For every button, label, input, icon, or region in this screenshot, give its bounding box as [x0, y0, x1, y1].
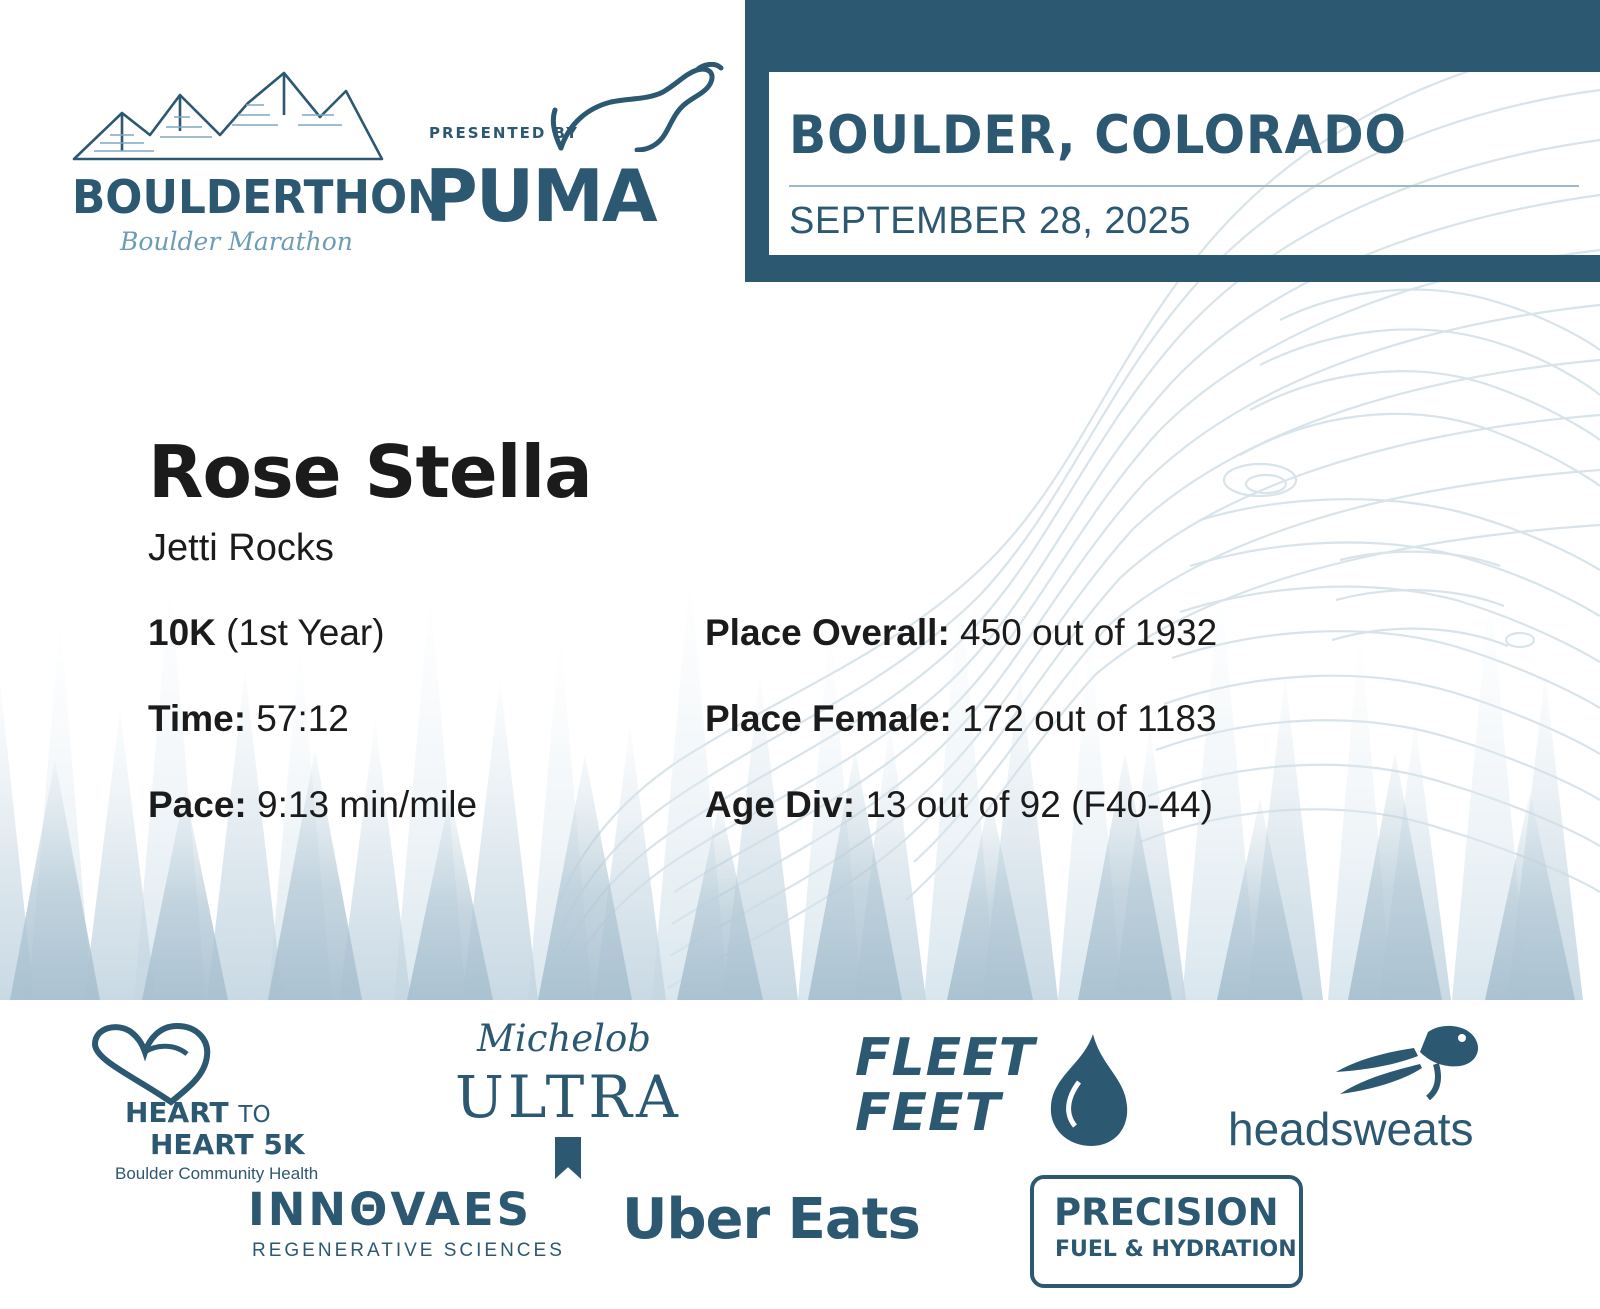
heart-icon [83, 1018, 263, 1108]
boulderthon-wordmark: BOULDERTHON [72, 170, 444, 224]
headsweats-bird-icon [1310, 1020, 1510, 1100]
uber-eats-wordmark: Uber Eats [622, 1187, 920, 1252]
stat-value: 9:13 min/mile [257, 784, 478, 825]
heart-to-heart-line1: HEART TO [125, 1096, 271, 1129]
event-location: BOULDER, COLORADO [789, 105, 1407, 166]
puma-logo [425, 62, 715, 238]
runner-name: Rose Stella [148, 430, 592, 514]
stat-label: 10K [148, 612, 216, 653]
stat-row [705, 784, 1465, 826]
headsweats-wordmark: headsweats [1228, 1103, 1474, 1155]
mountain-icon [70, 55, 410, 175]
fleet-feet-line2: FEET [855, 1083, 1002, 1143]
stat-value: 57:12 [256, 698, 349, 739]
stat-value: 450 out of 1932 [960, 612, 1218, 653]
stat-row [705, 698, 1465, 740]
sponsor-row-1 [0, 1010, 1600, 1183]
stat-value: (1st Year) [226, 612, 385, 653]
stat-label: Place Overall: [705, 612, 950, 653]
michelob-script: Michelob [477, 1017, 651, 1060]
header-top-bar [745, 0, 1600, 72]
fleet-feet-line1: FLEET [855, 1028, 1036, 1088]
stat-label: Age Div: [705, 784, 856, 825]
stat-value: 172 out of 1183 [962, 698, 1217, 739]
sponsor-precision-fuel-hydration [1030, 1175, 1303, 1288]
boulderthon-tagline: Boulder Marathon [120, 227, 353, 256]
header-left-bar [745, 0, 769, 282]
sponsor-michelob-ultra [455, 1015, 705, 1185]
stats-left-column [148, 612, 668, 870]
fleet-feet-flame-icon [1043, 1030, 1133, 1150]
michelob-ribbon-icon [555, 1137, 581, 1179]
header-divider [789, 185, 1579, 187]
heart-to-heart-line2: HEART 5K [150, 1128, 305, 1161]
precision-line1: PRECISION [1054, 1191, 1279, 1234]
sponsor-uber-eats [622, 1187, 952, 1267]
sponsor-fleet-feet [855, 1028, 1125, 1168]
presented-by-label: PRESENTED BY [429, 124, 580, 142]
stats-right-column [705, 612, 1465, 870]
heart-to-heart-line3: Boulder Community Health [115, 1164, 319, 1183]
stat-row [148, 698, 668, 740]
sponsor-innovaes [248, 1183, 565, 1283]
innovaes-subtitle: REGENERATIVE SCIENCES [252, 1240, 565, 1261]
stat-label: Time: [148, 698, 247, 739]
stat-row [148, 784, 668, 826]
michelob-ultra-word: ULTRA [455, 1063, 682, 1131]
innovaes-wordmark: INNΘVAES [248, 1183, 533, 1236]
stat-value: 13 out of 92 (F40-44) [865, 784, 1213, 825]
sponsor-headsweats [1228, 1020, 1498, 1170]
header-bottom-bar [745, 255, 1600, 282]
runner-team: Jetti Rocks [148, 527, 334, 569]
event-date: SEPTEMBER 28, 2025 [789, 200, 1191, 242]
sponsor-strip [0, 1000, 1600, 1309]
stat-label: Place Female: [705, 698, 952, 739]
stat-row [705, 612, 1465, 654]
precision-line2: FUEL & HYDRATION [1055, 1237, 1297, 1262]
stat-label: Pace: [148, 784, 247, 825]
puma-wordmark: PUMA [425, 154, 656, 238]
stat-row [148, 612, 668, 654]
sponsor-row-2 [0, 1175, 1600, 1300]
event-header-banner [745, 0, 1600, 282]
sponsor-heart-to-heart-5k [75, 1018, 350, 1183]
boulderthon-logo [70, 55, 444, 256]
